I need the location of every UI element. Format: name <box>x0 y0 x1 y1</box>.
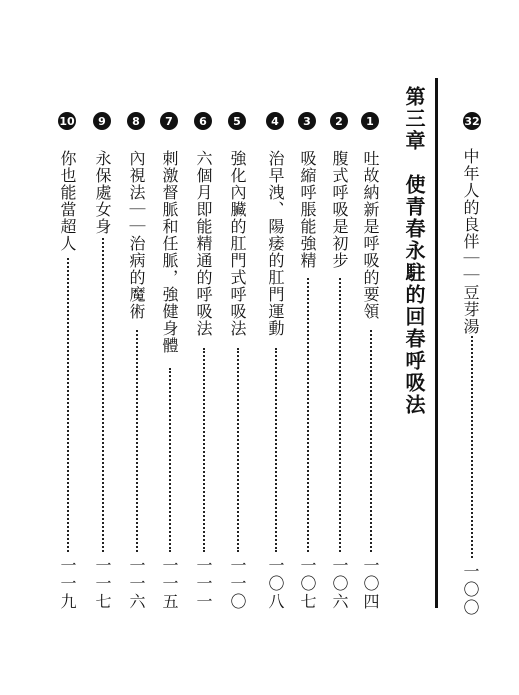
entry-title: 強化內臟的肛門式呼吸法 <box>228 150 247 337</box>
leader-dots <box>136 330 138 552</box>
entry-page: 一一七 <box>93 557 112 611</box>
entry-number-badge: 7 <box>160 112 178 130</box>
leader-dots <box>203 348 205 552</box>
leader-dots <box>102 238 104 552</box>
entry-number-badge: 8 <box>127 112 145 130</box>
entry-title: 永保處女身 <box>93 150 112 235</box>
entry-page: 一〇七 <box>298 557 317 611</box>
entry-page: 一〇〇 <box>461 563 480 617</box>
entry-page: 一一六 <box>127 557 146 611</box>
entry-title: 腹式呼吸是初步 <box>330 150 349 269</box>
entry-number-badge: 9 <box>93 112 111 130</box>
entry-page: 一一〇 <box>228 557 247 611</box>
entry-number-badge: 3 <box>298 112 316 130</box>
entry-number-badge: 1 <box>361 112 379 130</box>
leader-dots <box>237 348 239 552</box>
entry-number-badge: 32 <box>463 112 481 130</box>
leader-dots <box>370 330 372 552</box>
entry-title: 治早洩、陽痿的肛門運動 <box>266 150 285 337</box>
entry-number-badge: 5 <box>228 112 246 130</box>
leader-dots <box>275 348 277 552</box>
entry-title: 你也能當超人 <box>58 150 77 252</box>
entry-page: 一一一 <box>194 557 213 611</box>
entry-title: 六個月即能精通的呼吸法 <box>194 150 213 337</box>
entry-page: 一一五 <box>160 557 179 611</box>
chapter-title: 第三章 使青春永駐的回春呼吸法 <box>402 86 426 416</box>
entry-title: 吐故納新是呼吸的要領 <box>361 150 380 320</box>
entry-number-badge: 2 <box>330 112 348 130</box>
entry-number-badge: 4 <box>266 112 284 130</box>
entry-title: 中年人的良伴｜｜豆芽湯 <box>461 148 480 335</box>
entry-number-badge: 6 <box>194 112 212 130</box>
entry-page: 一〇八 <box>266 557 285 611</box>
entry-title: 刺激督脈和任脈，強健身體 <box>160 150 179 354</box>
leader-dots <box>307 278 309 552</box>
leader-dots <box>339 278 341 552</box>
entry-title: 吸縮呼脹能強精 <box>298 150 317 269</box>
leader-dots <box>169 368 171 552</box>
entry-title: 內視法｜｜治病的魔術 <box>127 150 146 320</box>
chapter-rule <box>435 78 438 608</box>
entry-page: 一〇六 <box>330 557 349 611</box>
leader-dots <box>67 258 69 552</box>
chapter-heading <box>396 78 438 608</box>
entry-number-badge: 10 <box>58 112 76 130</box>
entry-page: 一〇四 <box>361 557 380 611</box>
leader-dots <box>471 336 473 558</box>
entry-page: 一一九 <box>58 557 77 611</box>
